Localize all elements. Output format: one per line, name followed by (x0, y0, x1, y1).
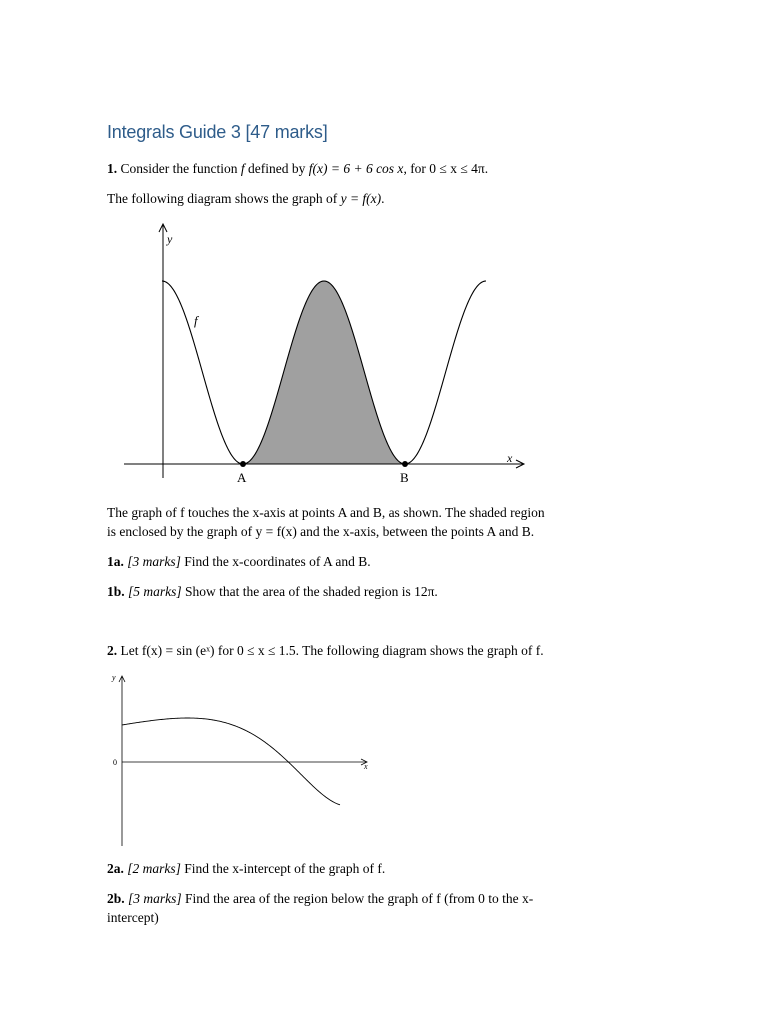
q1-desc-line-1: The graph of f touches the x-axis at points A and B, as shown. The shaded region (107, 505, 545, 520)
q2-origin-label: 0 (113, 758, 117, 767)
q1-curve-label: f (194, 313, 198, 328)
q1-intro-f: f (240, 161, 245, 176)
q1-diagram-intro-prefix: The following diagram shows the graph of (107, 191, 341, 206)
q1-intro-func: f(x) = 6 + 6 cos x (308, 161, 404, 176)
q2-x-label: x (364, 762, 368, 771)
q1-diagram-intro-suffix: . (381, 191, 385, 206)
q1-intro-mid: defined by (244, 161, 309, 176)
q1-point-b-label: B (400, 470, 409, 485)
q2b-marks: [3 marks] (128, 891, 182, 906)
q1-desc-line-2: is enclosed by the graph of y = f(x) and the x-axis, between the points A and B. (107, 524, 535, 539)
q2a-marks: [2 marks] (127, 861, 181, 876)
q1a-text: Find the x-coordinates of A and B. (184, 554, 371, 569)
q2-number: 2. (107, 643, 118, 658)
q2b-text: Find the area of the region below the graph of f (from 0 to the x- (185, 891, 534, 906)
q1-y-label: y (167, 232, 173, 246)
q1-intro-suffix: , for 0 ≤ x ≤ 4π. (403, 161, 489, 176)
q1b-text: Show that the area of the shaded region is 12π. (185, 584, 438, 599)
q2-y-label: y (112, 673, 116, 682)
page-title: Integrals Guide 3 [47 marks] (107, 122, 328, 142)
q1b-marks: [5 marks] (128, 584, 182, 599)
q2-curve (122, 718, 340, 805)
q1a-label: 1a. (107, 554, 124, 569)
q1-intro-prefix: Consider the function (120, 161, 241, 176)
q2-intro-text: Let f(x) = sin (eˣ) for 0 ≤ x ≤ 1.5. The following diagram shows the graph of f. (120, 643, 544, 658)
q1a-marks: [3 marks] (127, 554, 181, 569)
q2b-text-continued: intercept) (107, 910, 159, 925)
q1-point-a-label: A (237, 470, 247, 485)
q1-number: 1. (107, 161, 118, 176)
q2b (107, 889, 533, 908)
q1b-label: 1b. (107, 584, 125, 599)
q2a-text: Find the x-intercept of the graph of f. (184, 861, 386, 876)
q1-x-label: x (507, 451, 513, 465)
q2b-label: 2b. (107, 891, 125, 906)
q1-diagram-intro-eq: y = f(x) (340, 191, 382, 206)
q2a-label: 2a. (107, 861, 124, 876)
q2a (107, 859, 385, 878)
